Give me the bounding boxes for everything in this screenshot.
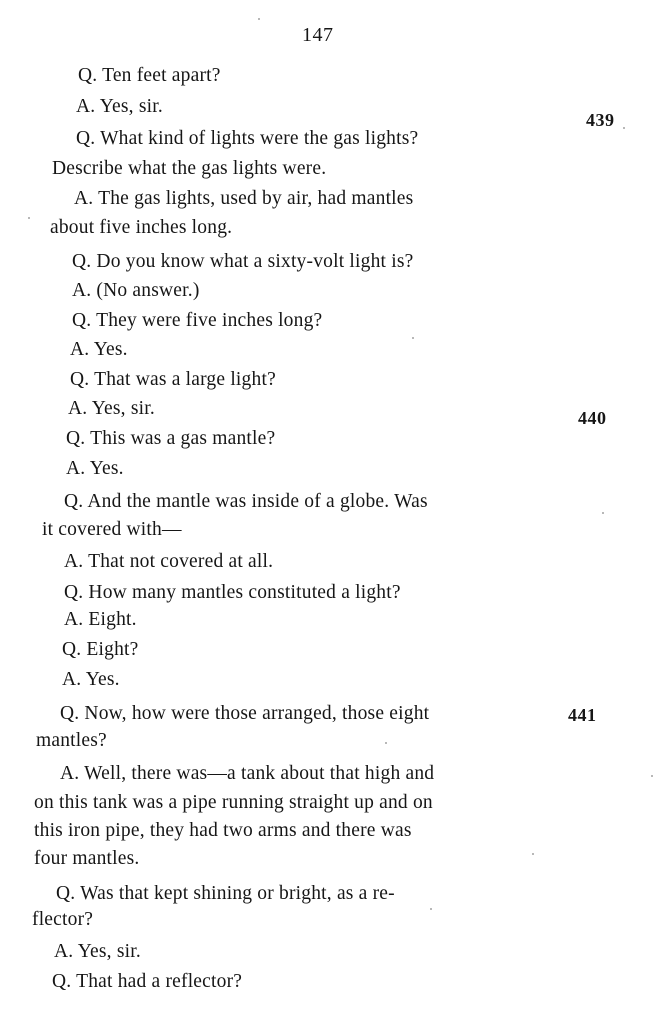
transcript-line: Q. What kind of lights were the gas lights? — [76, 128, 419, 149]
transcript-line: it covered with— — [42, 519, 182, 540]
margin-line-number: 441 — [568, 705, 597, 725]
scan-speck — [258, 18, 260, 20]
transcript-line: A. Yes, sir. — [76, 96, 163, 117]
transcript-line: Q. This was a gas mantle? — [66, 428, 276, 449]
scan-speck — [385, 742, 387, 744]
transcript-line: Q. Eight? — [62, 639, 139, 660]
transcript-line: A. The gas lights, used by air, had mantles — [74, 188, 414, 209]
scan-speck — [28, 217, 30, 219]
transcript-line: Q. Do you know what a sixty-volt light is? — [72, 251, 414, 272]
transcript-line: Q. Ten feet apart? — [78, 65, 221, 86]
scan-speck — [430, 908, 432, 910]
scan-speck — [623, 127, 625, 129]
transcript-line: Describe what the gas lights were. — [52, 158, 327, 179]
scan-speck — [602, 512, 604, 514]
transcript-line: A. Well, there was—a tank about that high and — [60, 763, 435, 784]
transcript-line: A. Yes. — [66, 458, 124, 479]
transcript-line: Q. Was that kept shining or bright, as a re- — [56, 883, 395, 904]
transcript-line: on this tank was a pipe running straight up and on — [34, 792, 433, 813]
transcript-line: A. That not covered at all. — [64, 551, 274, 572]
scan-speck — [532, 853, 534, 855]
transcript-line: four mantles. — [34, 848, 140, 869]
transcript-line: this iron pipe, they had two arms and there was — [34, 820, 412, 841]
scan-speck — [651, 775, 653, 777]
transcript-line: mantles? — [36, 730, 107, 751]
transcript-line: Q. That had a reflector? — [52, 971, 243, 992]
transcript-line: A. (No answer.) — [72, 280, 200, 301]
transcript-line: A. Yes, sir. — [68, 398, 155, 419]
transcript-line: flector? — [32, 909, 94, 930]
transcript-line: about five inches long. — [50, 217, 233, 238]
transcript-line: Q. And the mantle was inside of a globe. Was — [64, 491, 428, 512]
transcript-line: Q. How many mantles constituted a light? — [64, 582, 401, 603]
transcript-line: Q. They were five inches long? — [72, 310, 323, 331]
transcript-line: Q. That was a large light? — [70, 369, 276, 390]
margin-line-number: 440 — [578, 408, 607, 428]
scan-speck — [412, 337, 414, 339]
transcript-line: A. Eight. — [64, 609, 137, 630]
page-number: 147 — [302, 24, 334, 46]
transcript-line: Q. Now, how were those arranged, those eight — [60, 703, 430, 724]
margin-line-number: 439 — [586, 110, 615, 130]
transcript-line: A. Yes. — [70, 339, 128, 360]
transcript-line: A. Yes, sir. — [54, 941, 141, 962]
transcript-line: A. Yes. — [62, 669, 120, 690]
